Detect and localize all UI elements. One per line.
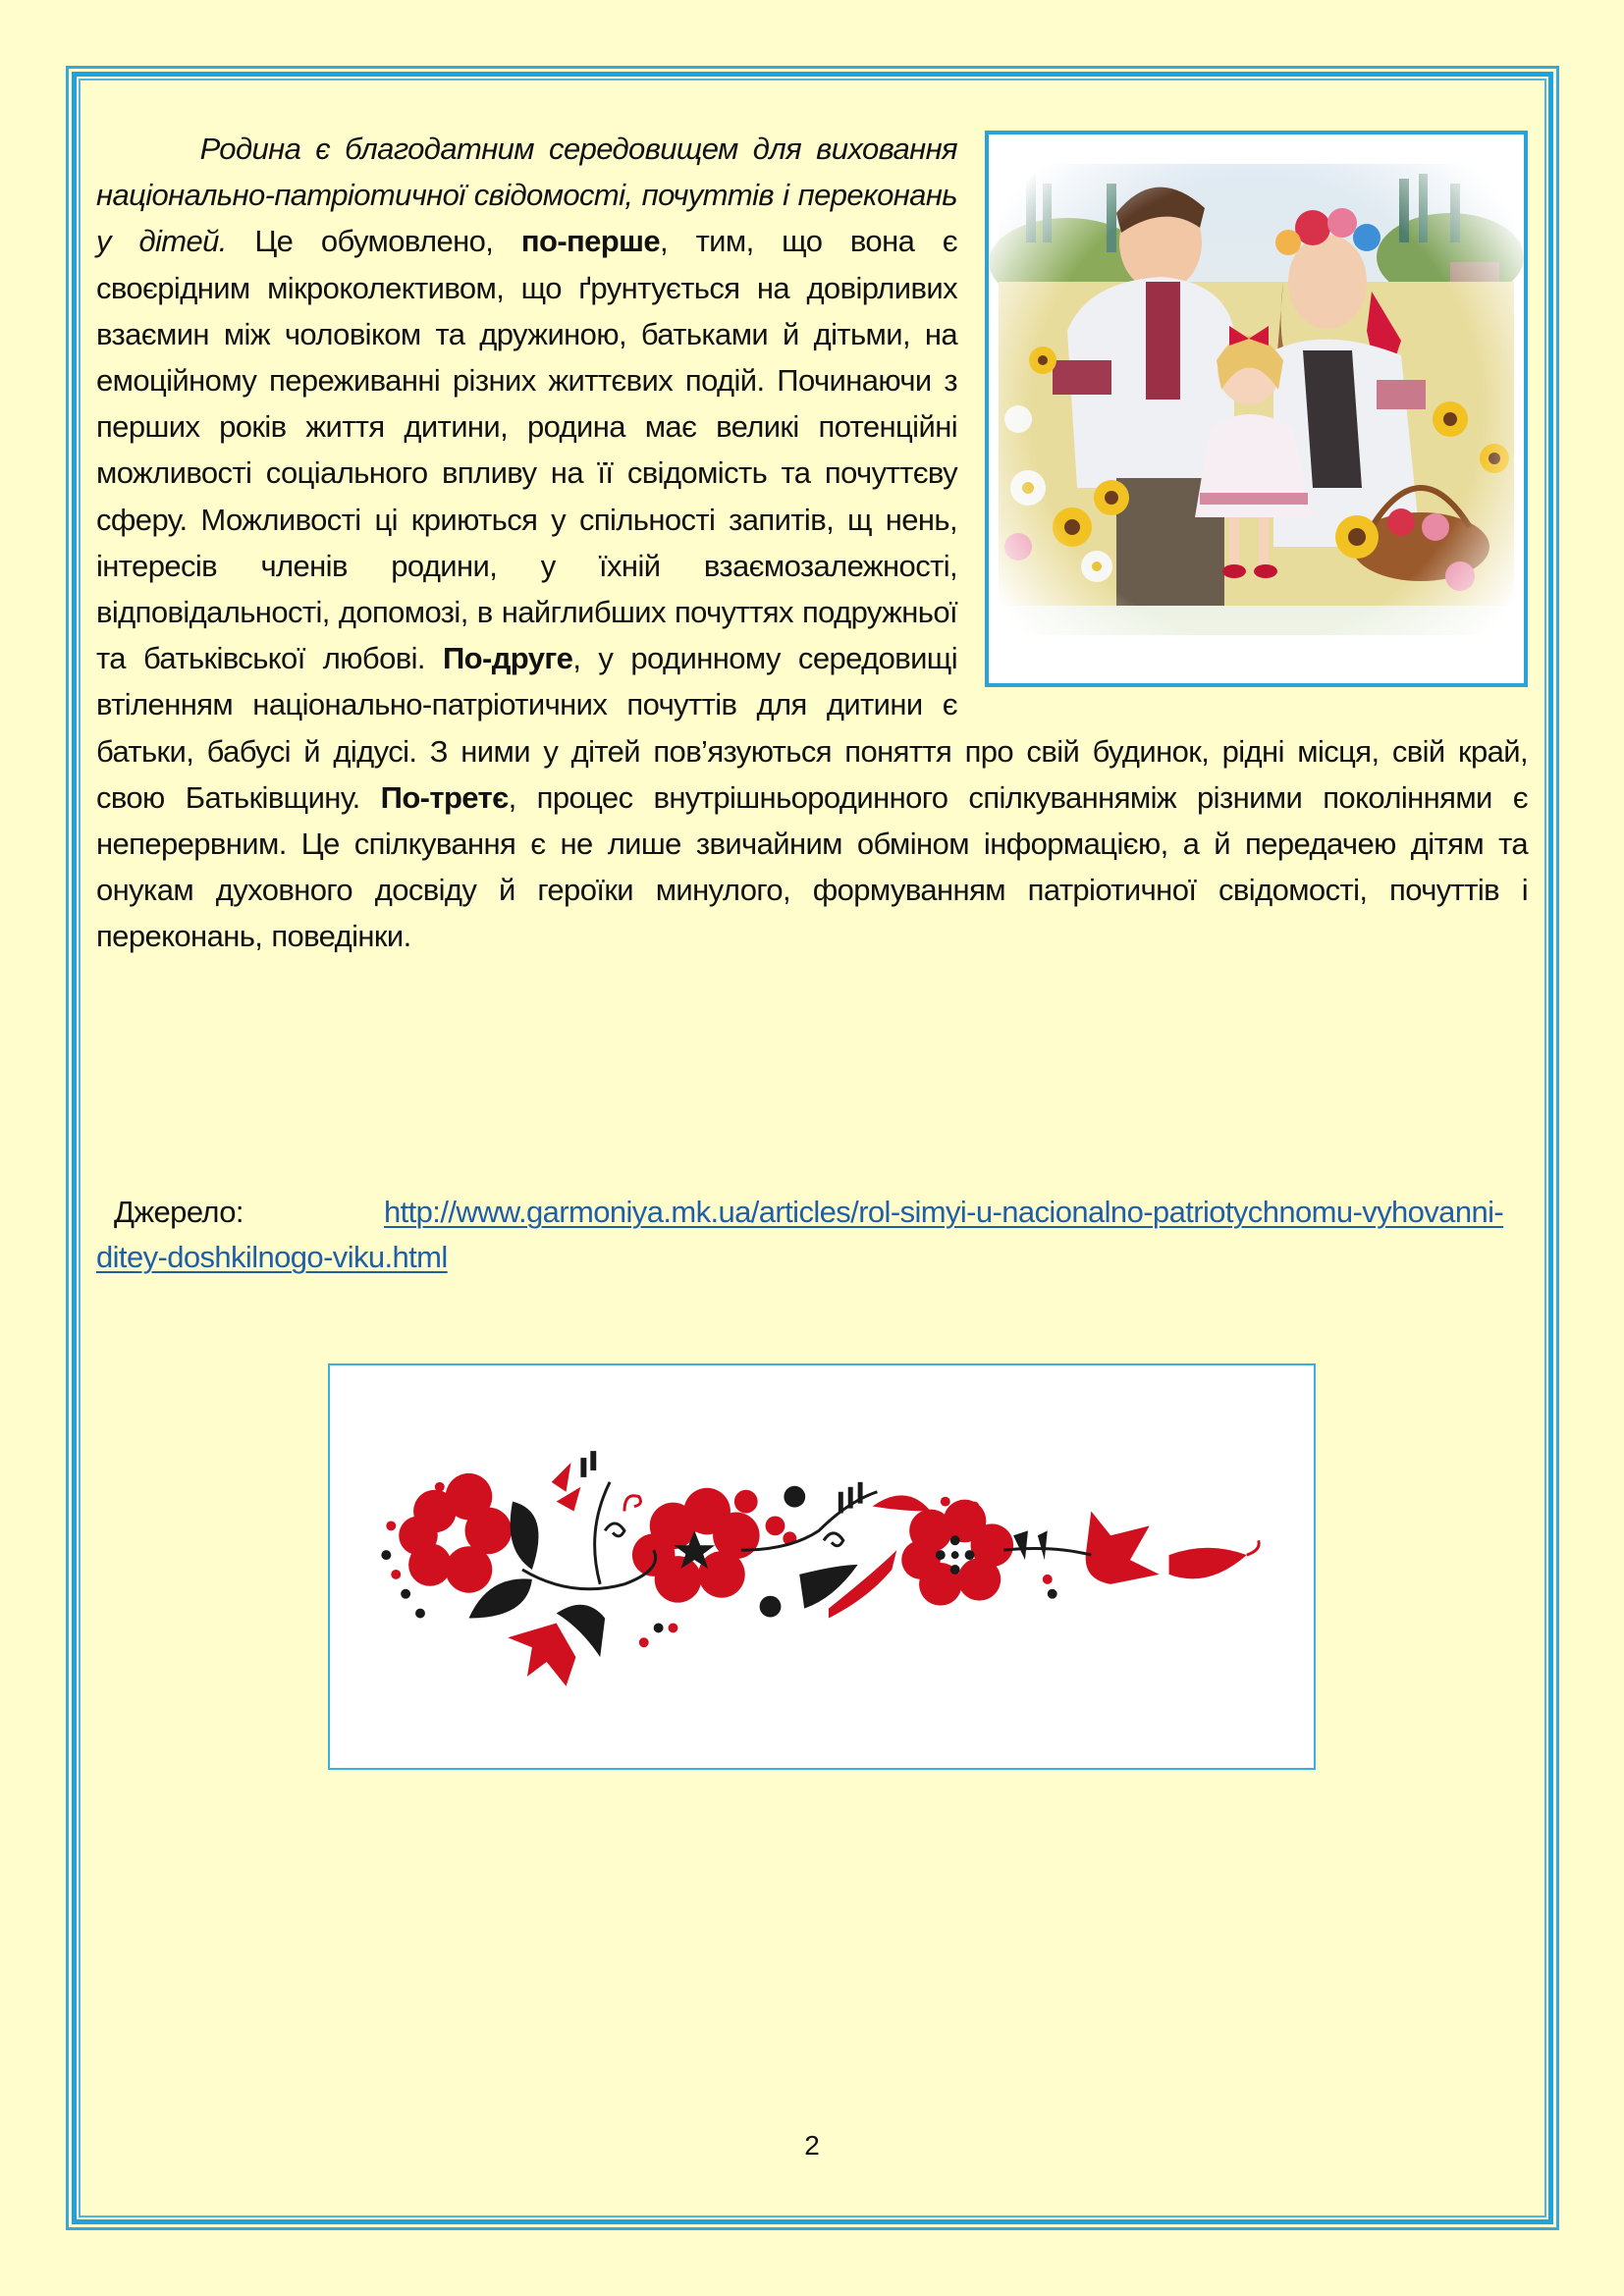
article-body bbox=[96, 126, 1528, 960]
third-point-label: По-третє bbox=[380, 779, 509, 815]
family-illustration bbox=[985, 131, 1528, 687]
family-picture-icon bbox=[989, 134, 1524, 683]
lead-sentence: Родина є благодатним середовищем для виховання національно-патріотичної свідомості, почуттів і переконань у дітей. bbox=[96, 132, 958, 259]
text-segment: , тим, що вона є своєрідним мікроколективом, що ґрунтується на довірливих взаємин між чоловіком та дружиною, батьками й дітьми, на емоційному переживанні різних життєвих подій. Починаючи з перших років життя дитини, родина має великі потенційні можливості соціального впливу на її свідомість та почуттєву сферу. Можливості ці криються у спільності запитів, щ нень, інтересів членів родини, у їхній взаємозалежності, відповідальності, допомозі, в найглибших почуттях подружньої та батьківської любові. bbox=[96, 224, 957, 676]
text-segment: , у родинному середовищі втіленням національно-патріотичних почуттів для дитини є батьки, бабусі й дідусі. З ними у дітей пов’язуються поняття про свій будинок, рідні місця, свій край, свою Батьківщину. bbox=[96, 641, 1528, 815]
text-segment: , процес внутрішньородинного спілкуванняміж різними поколіннями є неперервним. Це спілкування є не лише звичайним обміном інформацією, а й передачею дітям та онукам духовного досвіду й героїки минулого, формуванням патріотичної свідомості, почуттів і переконань, поведінки. bbox=[96, 779, 1528, 954]
source-citation bbox=[96, 1190, 1528, 1280]
embroidery-ornament-icon bbox=[330, 1365, 1314, 1768]
source-link[interactable]: http://www.garmoniya.mk.ua/articles/rol-simyi-u-nacionalno-patriotychnomu-vyhovanni-ditey-doshkilnogo-viku.html bbox=[96, 1195, 1504, 1274]
second-point-label: По-друге bbox=[442, 641, 573, 676]
ornament-illustration bbox=[328, 1363, 1316, 1770]
first-point-label: по-перше bbox=[520, 224, 661, 259]
text-segment: Це обумовлено, bbox=[226, 224, 521, 259]
page-number: 2 bbox=[804, 2130, 820, 2161]
source-label: Джерело: bbox=[114, 1195, 244, 1229]
